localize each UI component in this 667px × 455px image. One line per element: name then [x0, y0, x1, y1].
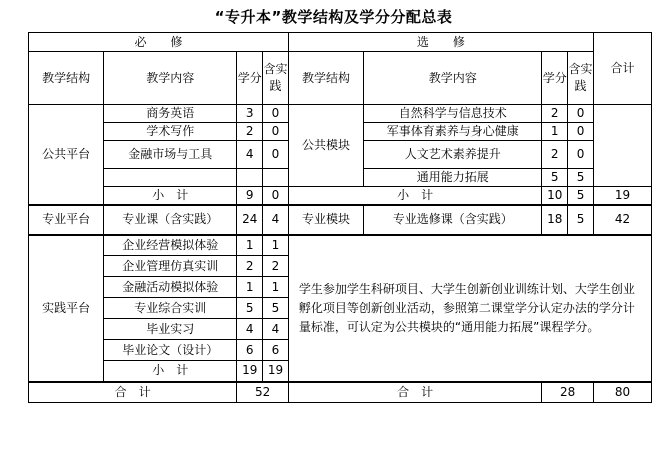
practice-practice: 2 [263, 256, 289, 277]
practice-content: 企业经营模拟体验 [104, 235, 237, 256]
credit-structure-table [28, 32, 652, 403]
required-structure-header: 教学结构 [29, 52, 104, 105]
public-module-credit: 5 [542, 169, 568, 187]
public-platform-credit: 4 [237, 141, 263, 169]
required-section-header: 必 修 [29, 33, 289, 52]
public-platform-practice: 0 [263, 105, 289, 123]
column-header-row [29, 52, 652, 105]
practice-practice: 1 [263, 235, 289, 256]
professional-platform-credit: 24 [237, 205, 263, 235]
practice-content: 金融活动模拟体验 [104, 277, 237, 298]
practice-credit: 4 [237, 319, 263, 340]
professional-platform-content: 专业课（含实践） [104, 205, 237, 235]
practice-credit: 5 [237, 298, 263, 319]
practice-subtotal-practice: 19 [263, 361, 289, 382]
public-module-content: 军事体育素养与身心健康 [364, 123, 542, 141]
public-platform-practice: 0 [263, 141, 289, 169]
public-module-practice: 0 [568, 141, 594, 169]
grand-total-row [29, 382, 652, 403]
public-module-subtotal-practice: 5 [568, 187, 594, 205]
total-header: 合计 [593, 33, 651, 105]
practice-content: 毕业实习 [104, 319, 237, 340]
public-platform-content: 金融市场与工具 [104, 141, 237, 169]
practice-platform-label: 实践平台 [29, 235, 104, 382]
public-platform-subtotal-label: 小 计 [104, 187, 237, 205]
practice-practice: 6 [263, 340, 289, 361]
practice-credit: 1 [237, 235, 263, 256]
public-module-subtotal-label: 小 计 [288, 187, 541, 205]
public-total-empty [593, 105, 651, 187]
public-platform-credit: 2 [237, 123, 263, 141]
public-module-subtotal-credit: 10 [542, 187, 568, 205]
public-platform-subtotal-credit: 9 [237, 187, 263, 205]
public-platform-content [104, 169, 237, 187]
practice-content: 企业管理仿真实训 [104, 256, 237, 277]
elective-practice-header: 含实践 [568, 52, 594, 105]
professional-platform-label: 专业平台 [29, 205, 104, 235]
public-platform-content: 商务英语 [104, 105, 237, 123]
elective-total-label: 合 计 [288, 382, 541, 403]
public-module-practice: 5 [568, 169, 594, 187]
page-title: “专升本”教学结构及学分分配总表 [214, 8, 453, 26]
required-practice-header: 含实践 [263, 52, 289, 105]
practice-practice: 1 [263, 277, 289, 298]
required-credit-header: 学分 [237, 52, 263, 105]
required-total-label: 合 计 [29, 382, 237, 403]
elective-structure-header: 教学结构 [288, 52, 363, 105]
public-total: 19 [593, 187, 651, 205]
professional-total: 42 [593, 205, 651, 235]
elective-total-credit: 28 [542, 382, 594, 403]
public-module-content: 通用能力拓展 [364, 169, 542, 187]
public-platform-practice [263, 169, 289, 187]
required-total-credit: 52 [237, 382, 289, 403]
practice-credit: 1 [237, 277, 263, 298]
section-header-row [29, 33, 652, 52]
public-module-credit: 1 [542, 123, 568, 141]
practice-credit: 2 [237, 256, 263, 277]
professional-module-practice: 5 [568, 205, 594, 235]
public-module-practice: 0 [568, 123, 594, 141]
public-platform-credit [237, 169, 263, 187]
practice-content: 专业综合实训 [104, 298, 237, 319]
public-platform-label: 公共平台 [29, 105, 104, 205]
professional-module-content: 专业选修课（含实践） [364, 205, 542, 235]
elective-content-header: 教学内容 [364, 52, 542, 105]
public-platform-practice: 0 [263, 123, 289, 141]
elective-section-header: 选 修 [288, 33, 593, 52]
public-platform-subtotal-practice: 0 [263, 187, 289, 205]
practice-credit: 6 [237, 340, 263, 361]
subtotal-row [29, 187, 652, 205]
public-module-content: 自然科学与信息技术 [364, 105, 542, 123]
professional-row [29, 205, 652, 235]
public-platform-content: 学术写作 [104, 123, 237, 141]
public-module-credit: 2 [542, 105, 568, 123]
practice-content: 毕业论文（设计） [104, 340, 237, 361]
practice-practice: 5 [263, 298, 289, 319]
practice-subtotal-credit: 19 [237, 361, 263, 382]
public-module-content: 人文艺术素养提升 [364, 141, 542, 169]
public-module-label: 公共模块 [288, 105, 363, 187]
table-row [29, 235, 652, 256]
required-content-header: 教学内容 [104, 52, 237, 105]
innovation-credit-note: 学生参加学生科研项目、大学生创新创业训练计划、大学生创业孵化项目等创新创业活动，参照第二课堂学分认定办法的学分计量标准，可认定为公共模块的“通用能力拓展”课程学分。 [288, 235, 651, 382]
elective-credit-header: 学分 [542, 52, 568, 105]
public-module-credit: 2 [542, 141, 568, 169]
grand-total: 80 [593, 382, 651, 403]
professional-module-credit: 18 [542, 205, 568, 235]
practice-subtotal-label: 小 计 [104, 361, 237, 382]
public-module-practice: 0 [568, 105, 594, 123]
public-platform-credit: 3 [237, 105, 263, 123]
professional-module-label: 专业模块 [288, 205, 363, 235]
practice-practice: 4 [263, 319, 289, 340]
table-row [29, 105, 652, 123]
professional-platform-practice: 4 [263, 205, 289, 235]
